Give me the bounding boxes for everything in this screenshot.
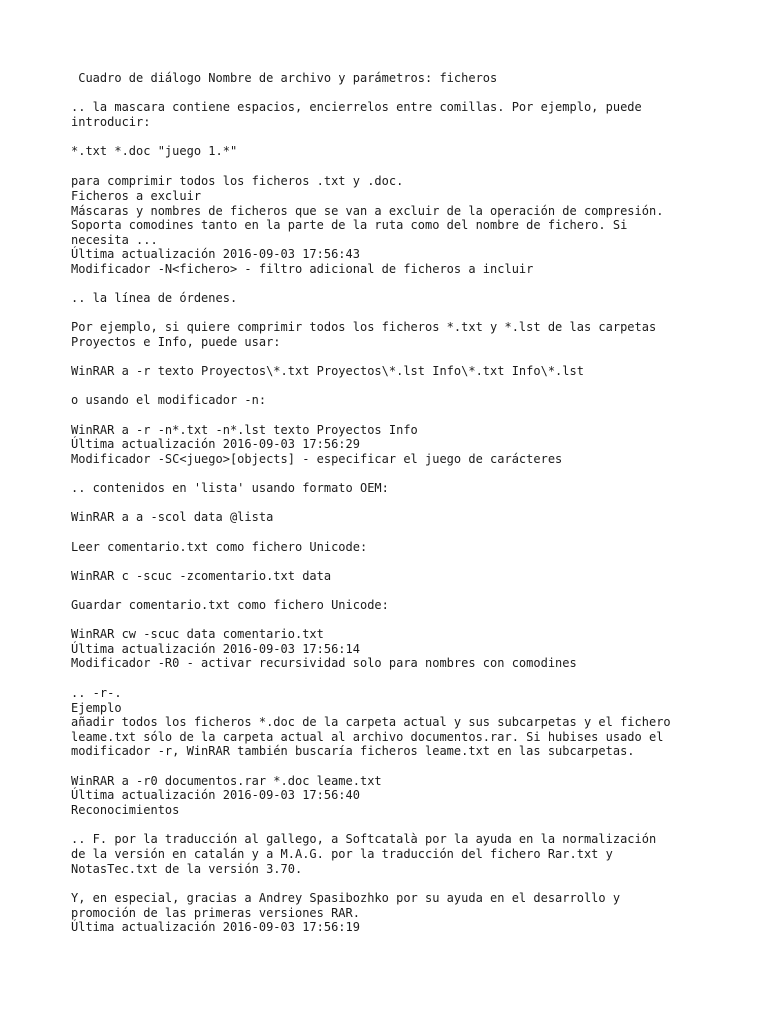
text-line: Proyectos e Info, puede usar: bbox=[71, 335, 281, 349]
text-line: o usando el modificador -n: bbox=[71, 393, 267, 407]
section-heading: Modificador -R0 - activar recursividad solo para nombres con comodines bbox=[71, 656, 577, 670]
code-example-line: WinRAR a a -scol data @lista bbox=[71, 510, 274, 524]
text-line: introducir: bbox=[71, 115, 151, 129]
text-line: leame.txt sólo de la carpeta actual al archivo documentos.rar. Si hubises usado el bbox=[71, 730, 664, 744]
section-heading: Modificador -SC<juego>[objects] - especificar el juego de carácteres bbox=[71, 452, 563, 466]
last-updated-timestamp: Última actualización 2016-09-03 17:56:14 bbox=[71, 642, 360, 656]
text-line: modificador -r, WinRAR también buscaría ficheros leame.txt en las subcarpetas. bbox=[71, 744, 635, 758]
text-line: Y, en especial, gracias a Andrey Spasibozhko por su ayuda en el desarrollo y bbox=[71, 891, 621, 905]
text-line: .. -r-. bbox=[71, 686, 122, 700]
text-line: Por ejemplo, si quiere comprimir todos los ficheros *.txt y *.lst de las carpetas bbox=[71, 320, 657, 334]
text-line: de la versión en catalán y a M.A.G. por la traducción del fichero Rar.txt y bbox=[71, 847, 613, 861]
section-heading: Modificador -N<fichero> - filtro adicional de ficheros a incluir bbox=[71, 262, 534, 276]
text-line: añadir todos los ficheros *.doc de la carpeta actual y sus subcarpetas y el fichero bbox=[71, 715, 671, 729]
code-example-line: WinRAR cw -scuc data comentario.txt bbox=[71, 627, 324, 641]
dialog-title-line: Cuadro de diálogo Nombre de archivo y parámetros: ficheros bbox=[71, 71, 498, 85]
text-line: .. F. por la traducción al gallego, a Softcatalà por la ayuda en la normalización bbox=[71, 832, 657, 846]
text-line: promoción de las primeras versiones RAR. bbox=[71, 906, 360, 920]
code-example-line: *.txt *.doc "juego 1.*" bbox=[71, 144, 238, 158]
code-example-line: WinRAR a -r -n*.txt -n*.lst texto Proyectos Info bbox=[71, 423, 418, 437]
last-updated-timestamp: Última actualización 2016-09-03 17:56:43 bbox=[71, 247, 360, 261]
section-heading: Reconocimientos bbox=[71, 803, 180, 817]
text-line: .. la línea de órdenes. bbox=[71, 291, 238, 305]
code-example-line: WinRAR a -r0 documentos.rar *.doc leame.txt bbox=[71, 774, 382, 788]
text-line: Máscaras y nombres de ficheros que se van a excluir de la operación de compresión. bbox=[71, 204, 664, 218]
section-heading: Ejemplo bbox=[71, 701, 122, 715]
section-heading: Ficheros a excluir bbox=[71, 189, 202, 203]
text-line: .. contenidos en 'lista' usando formato OEM: bbox=[71, 481, 389, 495]
text-line: NotasTec.txt de la versión 3.70. bbox=[71, 862, 303, 876]
text-line: .. la mascara contiene espacios, encierrelos entre comillas. Por ejemplo, puede bbox=[71, 100, 642, 114]
code-example-line: WinRAR a -r texto Proyectos\*.txt Proyectos\*.lst Info\*.txt Info\*.lst bbox=[71, 364, 584, 378]
last-updated-timestamp: Última actualización 2016-09-03 17:56:29 bbox=[71, 437, 360, 451]
last-updated-timestamp: Última actualización 2016-09-03 17:56:40 bbox=[71, 788, 360, 802]
text-line: Soporta comodines tanto en la parte de la ruta como del nombre de fichero. Si bbox=[71, 218, 628, 232]
last-updated-timestamp: Última actualización 2016-09-03 17:56:19 bbox=[71, 920, 360, 934]
text-line: necesita ... bbox=[71, 233, 158, 247]
text-line: para comprimir todos los ficheros .txt y .doc. bbox=[71, 174, 404, 188]
text-line: Guardar comentario.txt como fichero Unicode: bbox=[71, 598, 389, 612]
text-line: Leer comentario.txt como fichero Unicode: bbox=[71, 540, 368, 554]
code-example-line: WinRAR c -scuc -zcomentario.txt data bbox=[71, 569, 332, 583]
